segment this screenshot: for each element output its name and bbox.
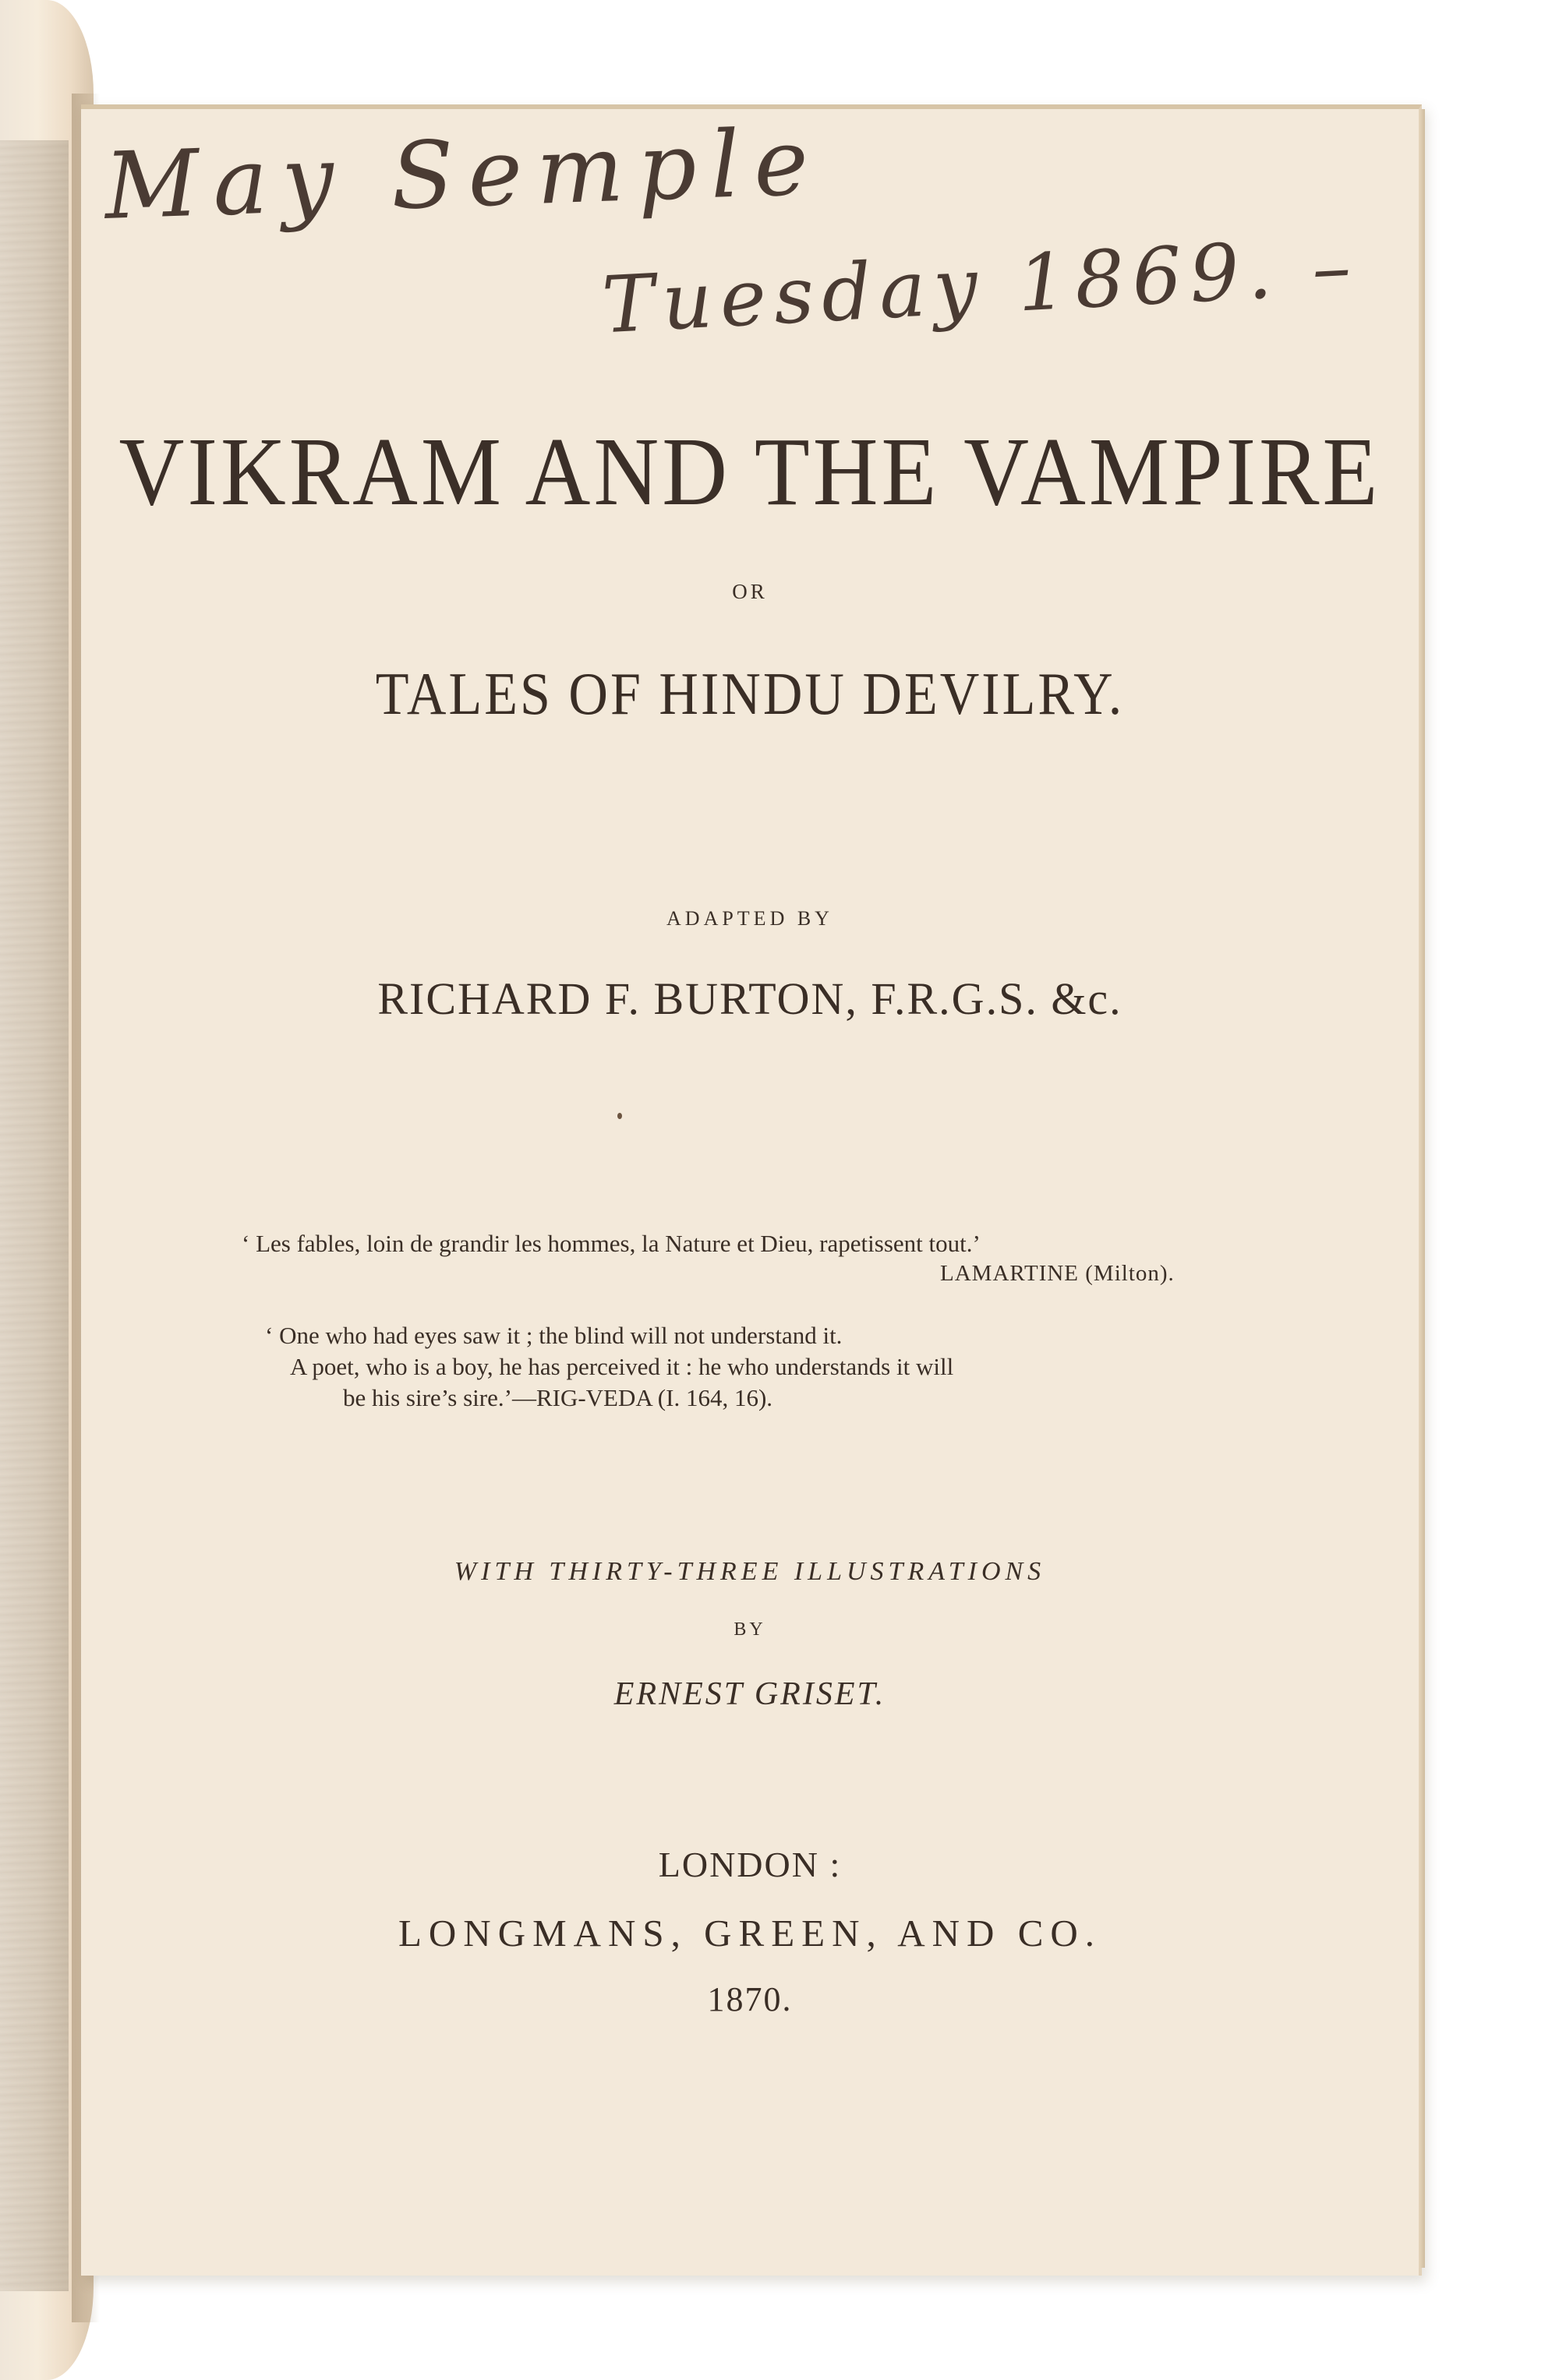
epigraph-rig-veda-line-1: ‘ One who had eyes saw it ; the blind will not understand it. — [265, 1322, 843, 1349]
book-subtitle: TALES OF HINDU DEVILRY. — [375, 662, 1125, 728]
author-name: RICHARD F. BURTON, F.R.G.S. &c. — [377, 973, 1122, 1024]
adapted-by-label: ADAPTED BY — [666, 907, 833, 930]
ink-speck — [617, 1113, 622, 1119]
epigraph-lamartine: ‘ Les fables, loin de grandir les hommes, la Nature et Dieu, rapetissent tout.’ — [242, 1230, 981, 1257]
title-conjunction: OR — [732, 580, 768, 603]
book-title: VIKRAM AND THE VAMPIRE — [118, 418, 1381, 527]
epigraph-lamartine-attribution: LAMARTINE (Milton). — [940, 1261, 1175, 1286]
epigraph-rig-veda-line-3: be his sire’s sire.’—RIG-VEDA (I. 164, 16). — [343, 1384, 773, 1411]
title-page — [81, 104, 1422, 2276]
ownership-inscription — [81, 109, 1419, 421]
page-fore-edge — [1419, 109, 1425, 2268]
illustrator-name: ERNEST GRISET. — [613, 1676, 886, 1712]
imprint-publisher: LONGMANS, GREEN, AND CO. — [398, 1912, 1102, 1954]
epigraph-rig-veda-line-2: A poet, who is a boy, he has perceived it : he who understands it will — [290, 1353, 954, 1380]
imprint-city: LONDON : — [658, 1845, 842, 1884]
illustrations-note: WITH THIRTY-THREE ILLUSTRATIONS — [454, 1557, 1046, 1586]
inscription-name: May Semple — [102, 107, 825, 241]
frontispiece-plate-edge — [0, 140, 69, 2291]
inscription-date: Tuesday 1869. – — [599, 220, 1361, 351]
illustrator-by-label: BY — [734, 1619, 766, 1640]
imprint-year: 1870. — [707, 1980, 793, 2018]
